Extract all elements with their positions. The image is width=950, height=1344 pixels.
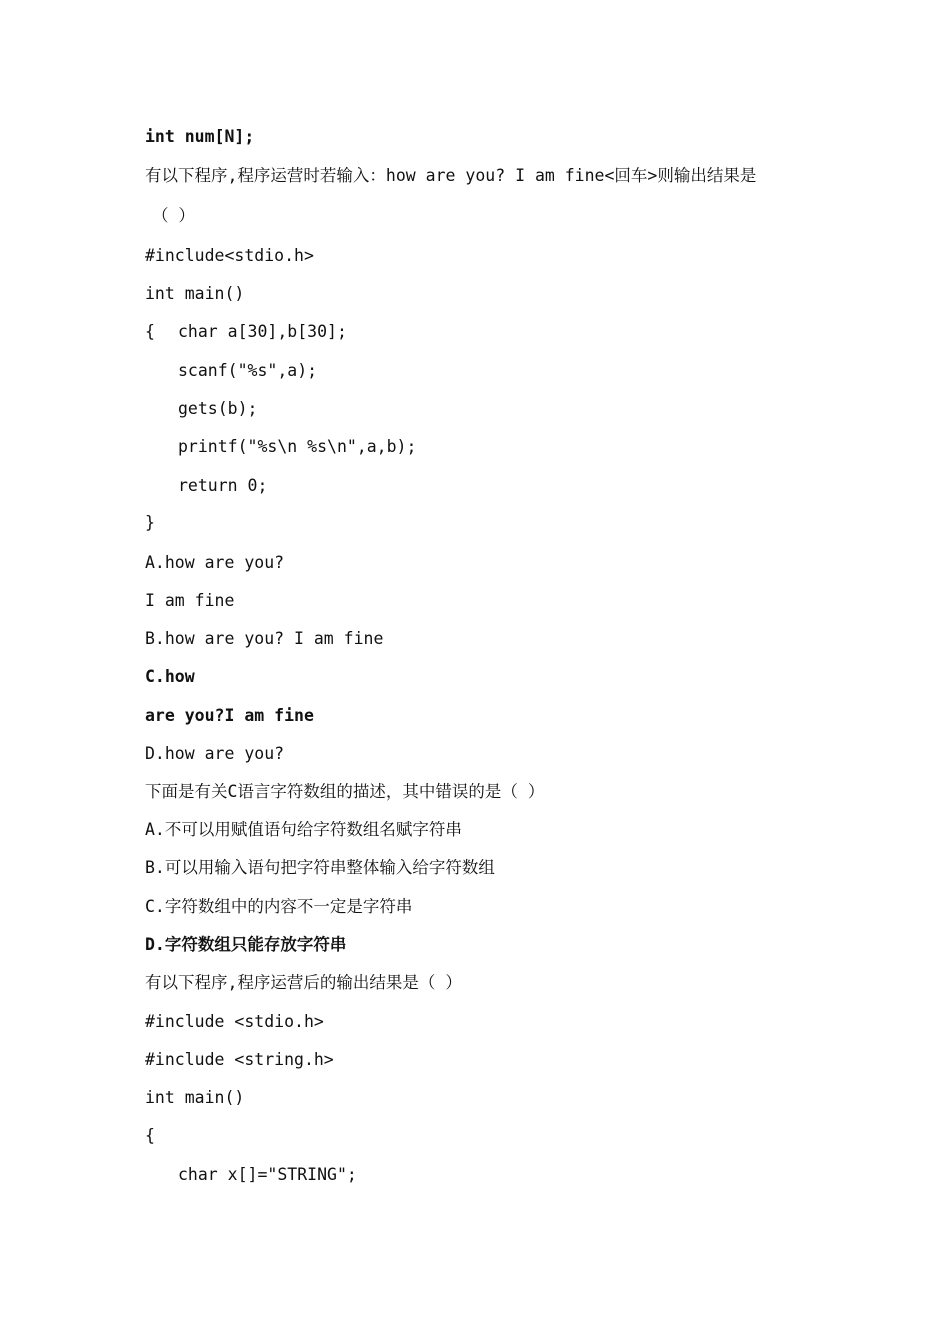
- code-line: return 0;: [178, 476, 268, 495]
- option-a: A.不可以用赋值语句给字符数组名赋字符串: [145, 820, 462, 839]
- code-line: gets(b);: [178, 399, 258, 418]
- code-brace: }: [145, 513, 155, 532]
- code-brace: {: [145, 1126, 155, 1145]
- answer-blank: （ ）: [152, 206, 195, 225]
- option-b: B.how are you? I am fine: [145, 629, 384, 648]
- question-text: 下面是有关C语言字符数组的描述，其中错误的是（ ）: [145, 782, 545, 801]
- code-line: #include<stdio.h>: [145, 246, 314, 265]
- code-line: int num[N];: [145, 127, 255, 146]
- option-d: D.how are you?: [145, 744, 285, 763]
- option-a-continued: I am fine: [145, 591, 235, 610]
- code-line: #include <stdio.h>: [145, 1012, 324, 1031]
- code-line: int main(): [145, 1088, 245, 1107]
- code-line: char x[]="STRING";: [178, 1165, 357, 1184]
- question-text: 有以下程序,程序运营时若输入：how are you? I am fine<回车>则输出结果是: [145, 166, 757, 185]
- option-a: A.how are you?: [145, 553, 285, 572]
- code-line: #include <string.h>: [145, 1050, 334, 1069]
- option-b: B.可以用输入语句把字符串整体输入给字符数组: [145, 858, 495, 877]
- code-line: char a[30],b[30];: [178, 322, 347, 341]
- question-text: 有以下程序,程序运营后的输出结果是（ ）: [145, 973, 462, 992]
- code-line: printf("%s\n %s\n",a,b);: [178, 437, 417, 456]
- code-line: scanf("%s",a);: [178, 361, 318, 380]
- option-d: D.字符数组只能存放字符串: [145, 935, 347, 954]
- option-c: C.how: [145, 667, 195, 686]
- option-c-continued: are you?I am fine: [145, 706, 314, 725]
- code-brace: {: [145, 322, 155, 341]
- option-c: C.字符数组中的内容不一定是字符串: [145, 897, 413, 916]
- code-line: int main(): [145, 284, 245, 303]
